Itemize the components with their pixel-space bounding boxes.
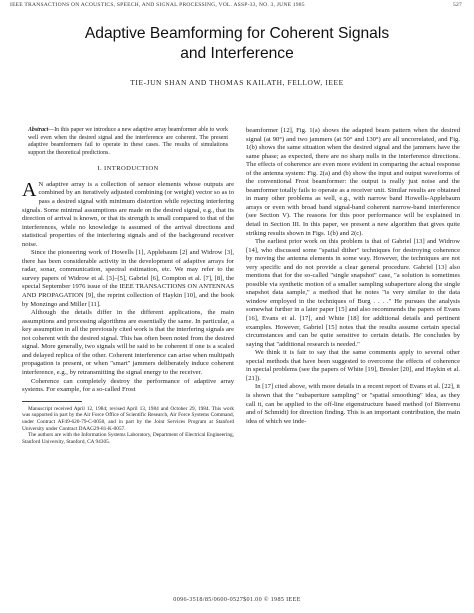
left-column [22,127,234,446]
right-column [246,127,460,426]
page-number: 527 [453,2,462,8]
abstract [28,127,228,157]
author-line: TIE-JUN SHAN AND THOMAS KAILATH, FELLOW, IEEE [130,78,344,87]
body-paragraph-1: beamformer [12], Fig. 1(a) shows the adapted beam pattern when the desired signal (at 90°) and two jammers (at 50° and 130°) are all uncorrelated, and Fig. 1(b) shows the same situation when the desired signal and the jammers have the same phase; as expected, there are no sharp nulls in the interference directions. The effects of coherence are even more evident in comparing the actual response of the antenna system: Fig. 2(a) and (b) show the input and output waveforms of the conventional Frost beamformer: the output is really just noise and the beamformer totally fails to operate as a receiver unit. Similar results are obtained in many other problems as well, e.g., with narrow band Howells-Applebaum arrays or even with broad band signal-band coherent narrow-band interference (see Section V). The reasons for this poor performance will be explained in detail in Section III. In this paper, we present a new algorithm that gives quite striking results shown in Figs. 1(b) and 2(c). [246,127,460,237]
abstract-text: —In this paper we introduce a new adaptive array beamformer able to work well even when the desired signal and the interference are coherent. The present adaptive beamformers fail to operate in these cases. The results of simulations support the theoretical predictions. [28,127,228,156]
section-heading-introduction: I. INTRODUCTION [97,165,159,173]
abstract-lead: Abstract [28,127,49,133]
intro-paragraph-2: Since the pioneering work of Howells [1], Applebaum [2] and Widrow [3], there has been considerable activity in the development of adaptive arrays for radar, sonar, communication, spectral estimation, etc. We may refer to the survey papers of Widrow et al. [3]–[5], Gabriel [6], Compton et al. [7], [8], the special September 1976 issue of the IEEE TRANSACTIONS ON ANTENNAS AND PROPAGATION [9], the reprint collection of Haykin [10], and the book by Monzingo and Miller [11]. [22,249,234,308]
footnote-manuscript: Manuscript received April 12, 1984; revised April 13, 1984 and October 29, 1984. This work was supported in part by the Air Force Office of Scientific Research, Air Force Systems Command, under Contract AF49-620-79-C-0058, and in part by the Joint Services Program at Stanford University under Contract DAAG29-81-K-0057. [22,405,234,432]
paper-title-line-1: Adaptive Beamforming for Coherent Signals [84,25,390,42]
intro-paragraph-3: Although the details differ in the different applications, the main assumptions and processing algorithms are essentially the same. In particular, a key assumption in all the previously cited work is that the interfering signals are not coherent with the desired signal. This has often been noted from the desired signal. More generally, two signals will be said to be coherent if one is a scaled and delayed replica of the other. Coherent interference can arise when multipath propagation is present, or when "smart" jammers deliberately induce coherent interference, e.g., by retransmitting the signal energy to the receiver. [22,309,234,376]
footnote-divider [22,401,82,402]
body-paragraph-2: The earliest prior work on this problem is that of Gabriel [13] and Widrow [14], who discussed some "spatial dither" techniques for destroying coherence by moving the antenna elements in some way. However, the techniques are not very specific and do not provide a clear general procedure. Gabriel [13] also mentions that for the so-called "single snapshot" case, "a solution is sometimes possible via synthetic motion of a smaller sampling subaperture along the single snapshot data sample," a method that he notes "is very similar to the data window employed in the techniques of Burg . . . ." He pursues the analysis somewhat further in a later paper [15] and also recommends the papers of Evans [16], Evans et al. [17], and White [18] for additional details and pertinent examples. However, Gabriel [15] notes that the results assume certain special circumstances and can be quite sensitive to certain details. He concludes by saying that "additional research is needed." [246,238,460,348]
footnote-affiliation: The authors are with the Information Systems Laboratory, Department of Electrical Engineering, Stanford University, Stanford, CA 94305. [22,432,234,446]
title-block [0,24,474,87]
intro-paragraph-1-text: N adaptive array is a collection of sensor elements whose outputs are combined by an iteratively adjusted combining (or weight) vector so as to pass a desired signal with minimum distortion while rejecting interfering signals. Some minimal assumptions are made on the desired signal, e.g., that its direction of arrival is known, or that its strength is small compared to that of the interferences, while no knowledge is assumed of the arrival directions and statistical properties of the interfering signals and of the background receiver noise. [22,180,234,248]
intro-paragraph-1 [22,178,234,249]
paper-title-line-2: and Interference [180,45,294,62]
drop-cap: A [22,178,37,201]
running-head [10,2,462,8]
intro-paragraph-4: Coherence can completely destroy the performance of adaptive array systems. For example, for a so-called Frost [22,377,234,394]
body-paragraph-3: We think it is fair to say that the same comments apply to several other special methods that have been suggested to overcome the effects of coherence in special problems (see the papers of White [19], Bresler [20], and Haykin et al. [21]). [246,349,460,382]
running-head-journal: IEEE TRANSACTIONS ON ACOUSTICS, SPEECH, AND SIGNAL PROCESSING, VOL. ASSP-33, NO. 3, JUNE 1985 [10,2,305,8]
body-paragraph-4: In [17] cited above, with more details in a recent report of Evans et al. [22], it is shown that the "subaperture sampling" or "spatial smoothing" idea, as they call it, can be applied to the off-line eigenstructure based method (of Bienvenu and of Schmidt) for direction finding. This is an important contribution, the main idea of which we inde- [246,383,460,425]
copyright-footer: 0096-3518/85/0600-0527$01.00 © 1985 IEEE [173,596,301,603]
